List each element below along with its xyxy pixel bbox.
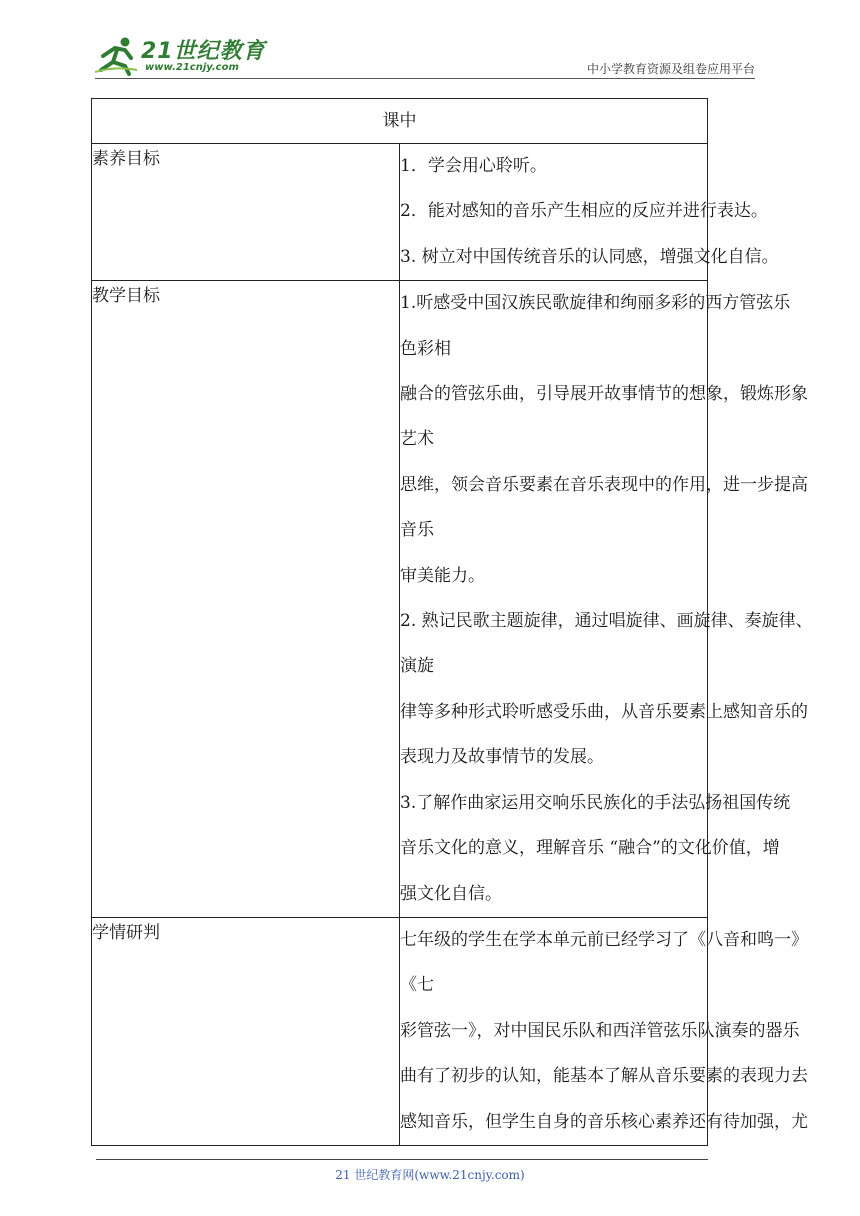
row-content: [400, 917, 808, 1145]
content-line: 2．能对感知的音乐产生相应的反应并进行表达。: [400, 201, 768, 222]
site-logo[interactable]: [95, 34, 265, 78]
header-divider: [95, 78, 755, 79]
content-line: 表现力及故事情节的发展。: [400, 747, 604, 768]
table-row: [92, 144, 708, 281]
page-header: [95, 30, 755, 78]
content-line: 1．学会用心聆听。: [400, 156, 547, 176]
table-row: [92, 917, 708, 1145]
content-line: 1.听感受中国汉族民歌旋律和绚丽多彩的西方管弦乐: [400, 293, 791, 314]
content-line: 3. 树立对中国传统音乐的认同感，增强文化自信。: [400, 246, 779, 267]
content-line: 3.了解作曲家运用交响乐民族化的手法弘扬祖国传统: [400, 792, 791, 813]
content-line: 七年级的学生在学本单元前已经学习了《八音和鸣一》: [400, 929, 808, 950]
table-row: [92, 281, 708, 918]
lesson-table: [91, 98, 813, 1146]
footer-link[interactable]: 21 世纪教育网(www.21cnjy.com): [335, 1168, 525, 1182]
row-label: 学情研判: [92, 917, 400, 1145]
content-line: 音乐: [400, 520, 434, 541]
content-line: 音乐文化的意义，理解音乐 “融合”的文化价值，增: [400, 838, 780, 859]
content-line: 律等多种形式聆听感受乐曲，从音乐要素上感知音乐的: [400, 701, 808, 722]
row-content: [400, 281, 813, 918]
logo-url: www.21cnjy.com: [145, 62, 239, 73]
content-line: 《七: [400, 975, 434, 996]
logo-text: 21世纪教育: [141, 39, 266, 64]
content-line: 思维，领会音乐要素在音乐表现中的作用，进一步提高: [400, 474, 808, 495]
content-line: 2. 熟记民歌主题旋律，通过唱旋律、画旋律、奏旋律、: [400, 611, 813, 632]
platform-title: 中小学教育资源及组卷应用平台: [586, 62, 755, 76]
row-label: 教学目标: [92, 281, 400, 918]
content-line: 彩管弦一》，对中国民乐队和西洋管弦乐队演奏的器乐: [400, 1020, 800, 1041]
content-line: 感知音乐，但学生自身的音乐核心素养还有待加强，尤: [400, 1111, 808, 1132]
content-line: 演旋: [400, 656, 434, 677]
content-line: 审美能力。: [400, 565, 485, 586]
content-line: 色彩相: [400, 338, 451, 359]
content-line: 曲有了初步的认知，能基本了解从音乐要素的表现力去: [400, 1066, 808, 1087]
table-head-row: [92, 99, 708, 144]
content-line: 艺术: [400, 429, 434, 450]
row-content: [400, 144, 779, 281]
footer-divider: [96, 1159, 708, 1160]
row-label: 素养目标: [92, 144, 400, 281]
content-line: 强文化自信。: [400, 883, 502, 904]
runner-logo-icon: [95, 36, 139, 76]
content-line: 融合的管弦乐曲，引导展开故事情节的想象，锻炼形象: [400, 384, 808, 405]
table-head: 课中: [92, 99, 708, 144]
